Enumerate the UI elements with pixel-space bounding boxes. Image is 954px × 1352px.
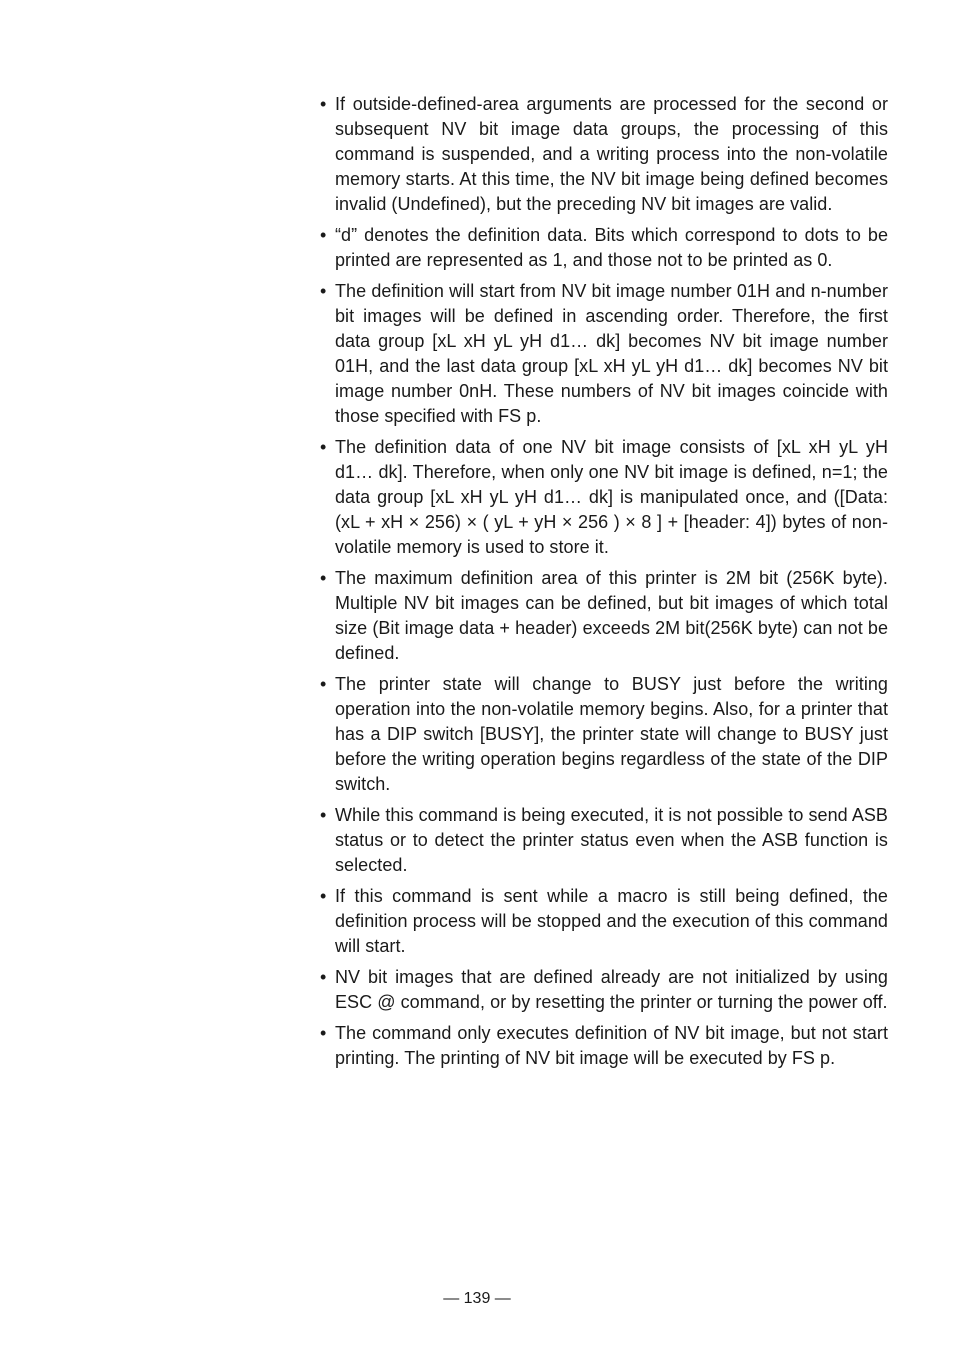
page-number: — 139 — [443,1290,511,1307]
list-item [320,672,888,797]
list-item-text: If this command is sent while a macro is still being defined, the definition process will be stopped and the execution of this command will start. [335,886,888,956]
bullet-list [320,92,888,1077]
list-item-text: The definition data of one NV bit image consists of [xL xH yL yH d1… dk]. Therefore, when only one NV bit image is defined, n=1; the data group [xL xH yL yH d1… dk] is manipulated once, and ([Data: (xL + xH × 256) × ( yL + yH × 256 ) × 8 ] + [header: 4]) bytes of non-volatile memory is used to store it. [335,437,888,557]
list-item [320,223,888,273]
list-item-text: The command only executes definition of NV bit image, but not start printing. The printing of NV bit image will be executed by FS p. [335,1023,888,1068]
bullet-icon: • [320,225,327,245]
bullet-icon: • [320,568,327,588]
list-item-text: If outside-defined-area arguments are processed for the second or subsequent NV bit image data groups, the processing of this command is suspended, and a writing process into the non-volatile memory starts. At this time, the NV bit image being defined becomes invalid (Undefined), but the preceding NV bit images are valid. [335,94,888,214]
bullet-icon: • [320,967,327,987]
bullet-icon: • [320,437,327,457]
list-item [320,92,888,217]
list-item-text: “d” denotes the definition data. Bits which correspond to dots to be printed are represented as 1, and those not to be printed as 0. [335,225,888,270]
bullet-icon: • [320,94,327,114]
list-item [320,803,888,878]
list-item [320,1021,888,1071]
bullet-icon: • [320,281,327,301]
list-item-text: The printer state will change to BUSY just before the writing operation into the non-volatile memory begins. Also, for a printer that has a DIP switch [BUSY], the printer state will change to BUSY just before the writing operation begins regardless of the state of the DIP switch. [335,674,888,794]
bullet-icon: • [320,886,327,906]
list-item-text: While this command is being executed, it is not possible to send ASB status or to detect the printer status even when the ASB function is selected. [335,805,888,875]
bullet-icon: • [320,1023,327,1043]
list-item [320,279,888,429]
list-item [320,965,888,1015]
list-item-text: The maximum definition area of this printer is 2M bit (256K byte). Multiple NV bit images can be defined, but bit images of which total size (Bit image data + header) exceeds 2M bit(256K byte) can not be defined. [335,568,888,663]
list-item-text: The definition will start from NV bit image number 01H and n-number bit images will be defined in ascending order. Therefore, the first data group [xL xH yL yH d1… dk] becomes NV bit image number 01H, and the last data group [xL xH yL yH d1… dk] becomes NV bit image number 0nH. These numbers of NV bit images coincide with those specified with FS p. [335,281,888,426]
bullet-icon: • [320,805,327,825]
list-item [320,435,888,560]
bullet-icon: • [320,674,327,694]
list-item [320,884,888,959]
list-item-text: NV bit images that are defined already are not initialized by using ESC @ command, or by resetting the printer or turning the power off. [335,967,888,1012]
list-item [320,566,888,666]
